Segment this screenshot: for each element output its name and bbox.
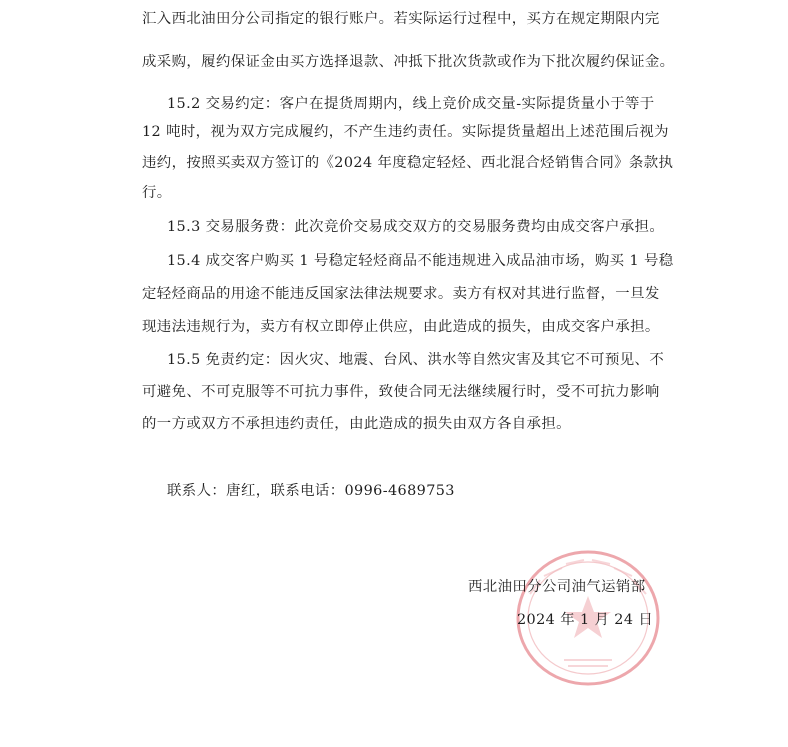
signature-organization: 西北油田分公司油气运销部 (468, 579, 646, 595)
p4-line-2: 定轻烃商品的用途不能违反国家法律法规要求。卖方有权对其进行监督，一旦发 (142, 286, 660, 302)
p4-line-1: 15.4 成交客户购买 1 号稳定轻烃商品不能违规进入成品油市场，购买 1 号稳 (167, 253, 674, 269)
p1-line-1: 汇入西北油田分公司指定的银行账户。若实际运行过程中，买方在规定期限内完 (142, 11, 660, 27)
p4-line-3: 现违法违规行为，卖方有权立即停止供应，由此造成的损失，由成交客户承担。 (142, 319, 660, 335)
p3-line-1: 15.3 交易服务费：此次竞价交易成交双方的交易服务费均由成交客户承担。 (167, 219, 665, 235)
p5-line-3: 的一方或双方不承担违约责任，由此造成的损失由双方各自承担。 (142, 416, 571, 432)
p5-line-2: 可避免、不可克服等不可抗力事件，致使合同无法继续履行时，受不可抗力影响 (142, 384, 660, 400)
p2-line-2: 12 吨时，视为双方完成履约，不产生违约责任。实际提货量超出上述范围后视为 (142, 124, 669, 140)
p5-line-1: 15.5 免责约定：因火灾、地震、台风、洪水等自然灾害及其它不可预见、不 (167, 352, 665, 368)
p2-line-1: 15.2 交易约定：客户在提货周期内，线上竞价成交量-实际提货量小于等于 (167, 96, 655, 112)
p2-line-3: 违约，按照买卖双方签订的《2024 年度稳定轻烃、西北混合烃销售合同》条款执 (142, 155, 674, 171)
p1-line-2: 成采购，履约保证金由买方选择退款、冲抵下批次货款或作为下批次履约保证金。 (142, 54, 675, 70)
p2-line-4: 行。 (142, 185, 172, 201)
signature-date: 2024 年 1 月 24 日 (517, 612, 654, 628)
contact-line: 联系人：唐红，联系电话：0996-4689753 (167, 483, 455, 499)
